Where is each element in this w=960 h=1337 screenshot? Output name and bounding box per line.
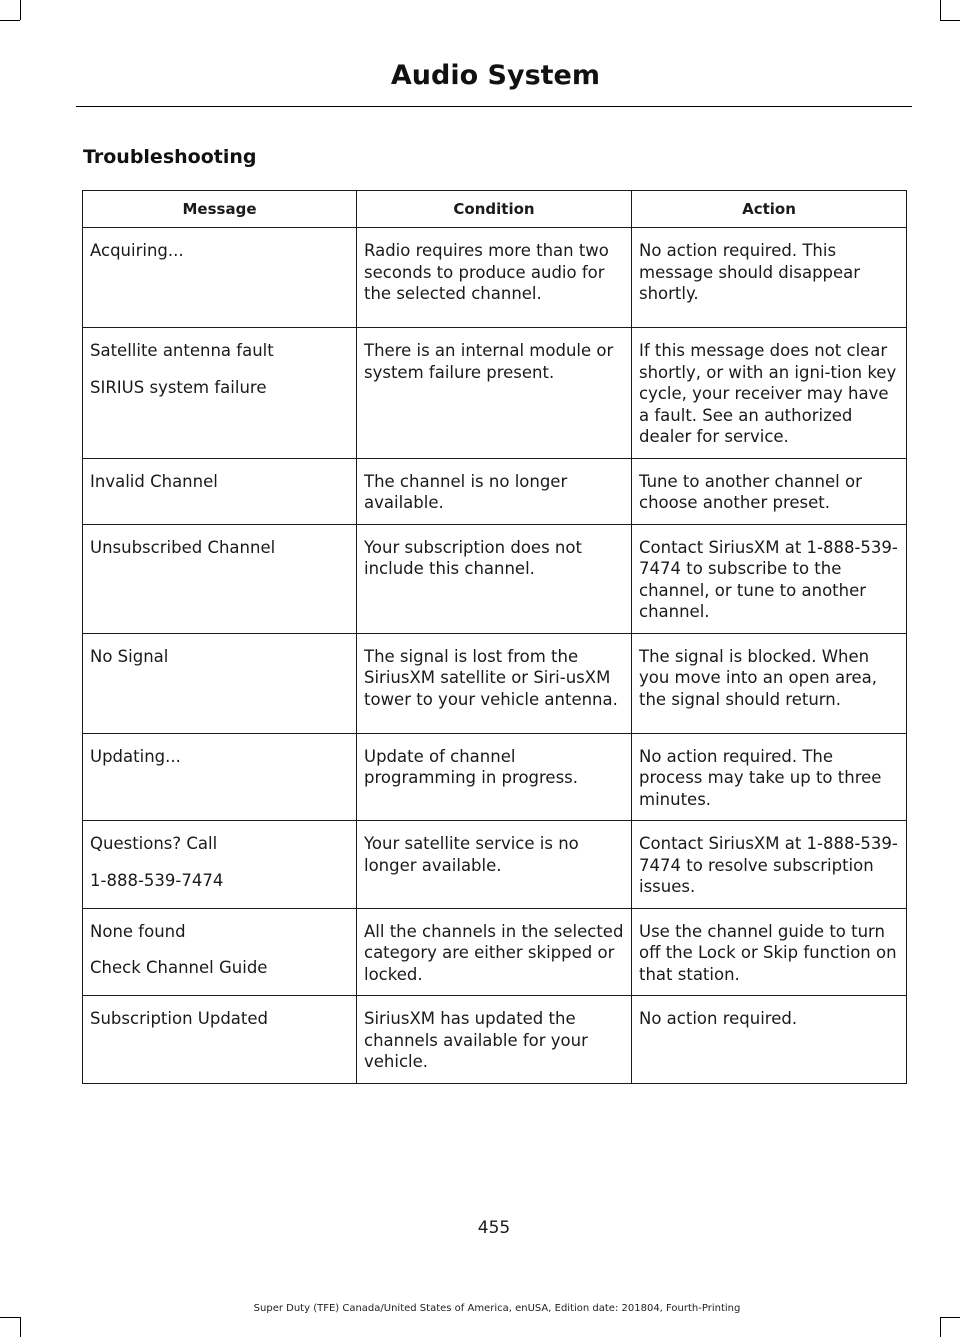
message-cell (83, 328, 357, 459)
action-cell: If this message does not clear shortly, or with an igni-tion key cycle, your receiver may have a fault. See an authorized dealer for service. (632, 328, 907, 459)
table-row (83, 821, 907, 909)
crop-mark (940, 0, 941, 20)
crop-mark (0, 1317, 20, 1318)
message-text: Check Channel Guide (90, 958, 268, 977)
action-cell: No action required. The process may take up to three minutes. (632, 733, 907, 821)
condition-cell: Your subscription does not include this channel. (357, 524, 632, 633)
table-row (83, 228, 907, 328)
condition-cell: Update of channel programming in progress. (357, 733, 632, 821)
condition-cell: All the channels in the selected category are either skipped or locked. (357, 908, 632, 996)
table-row (83, 996, 907, 1084)
message-cell (83, 996, 357, 1084)
crop-mark (940, 20, 960, 21)
condition-cell: Your satellite service is no longer available. (357, 821, 632, 909)
action-cell: No action required. (632, 996, 907, 1084)
crop-mark (940, 1317, 960, 1318)
column-header-action: Action (632, 191, 907, 228)
message-text: Questions? Call (90, 834, 218, 853)
action-cell: Tune to another channel or choose another preset. (632, 458, 907, 524)
table-row (83, 733, 907, 821)
condition-cell: The channel is no longer available. (357, 458, 632, 524)
action-cell: The signal is blocked. When you move into an open area, the signal should return. (632, 633, 907, 733)
table-row (83, 908, 907, 996)
message-text: Unsubscribed Channel (90, 537, 276, 557)
crop-mark (20, 0, 21, 20)
condition-cell: There is an internal module or system failure present. (357, 328, 632, 459)
table-row (83, 524, 907, 633)
troubleshooting-table (82, 190, 907, 1084)
section-title: Troubleshooting (83, 146, 257, 168)
message-text: Updating... (90, 746, 181, 766)
page-number: 455 (477, 1218, 511, 1238)
crop-mark (940, 1317, 941, 1337)
footer-edition-text: Super Duty (TFE) Canada/United States of America, enUSA, Edition date: 201804, Fourth-Printing (253, 1303, 741, 1314)
message-text: No Signal (90, 646, 169, 666)
crop-mark (20, 1317, 21, 1337)
column-header-condition: Condition (357, 191, 632, 228)
condition-cell: Radio requires more than two seconds to produce audio for the selected channel. (357, 228, 632, 328)
message-text: 1-888-539-7474 (90, 870, 224, 890)
action-cell: No action required. This message should disappear shortly. (632, 228, 907, 328)
header-rule (76, 106, 912, 107)
message-cell (83, 228, 357, 328)
message-cell (83, 633, 357, 733)
message-cell (83, 458, 357, 524)
table-row (83, 458, 907, 524)
column-header-message: Message (83, 191, 357, 228)
condition-cell: The signal is lost from the SiriusXM satellite or Siri-usXM tower to your vehicle antenna. (357, 633, 632, 733)
action-cell: Use the channel guide to turn off the Lock or Skip function on that station. (632, 908, 907, 996)
message-text: None found (90, 921, 186, 941)
message-text: Invalid Channel (90, 471, 218, 491)
table-row (83, 328, 907, 459)
action-cell: Contact SiriusXM at 1-888-539-7474 to resolve subscription issues. (632, 821, 907, 909)
message-cell (83, 524, 357, 633)
page-header-title: Audio System (390, 60, 600, 91)
message-text: Satellite antenna fault (90, 341, 274, 360)
message-text: Acquiring... (90, 241, 184, 260)
message-text: Subscription Updated (90, 1009, 268, 1028)
table-row (83, 633, 907, 733)
crop-mark (0, 20, 20, 21)
message-cell (83, 733, 357, 821)
table-header-row (83, 191, 907, 228)
message-text: SIRIUS system failure (90, 377, 267, 397)
action-cell: Contact SiriusXM at 1-888-539-7474 to subscribe to the channel, or tune to another channel. (632, 524, 907, 633)
message-cell (83, 908, 357, 996)
message-cell (83, 821, 357, 909)
condition-cell: SiriusXM has updated the channels available for your vehicle. (357, 996, 632, 1084)
